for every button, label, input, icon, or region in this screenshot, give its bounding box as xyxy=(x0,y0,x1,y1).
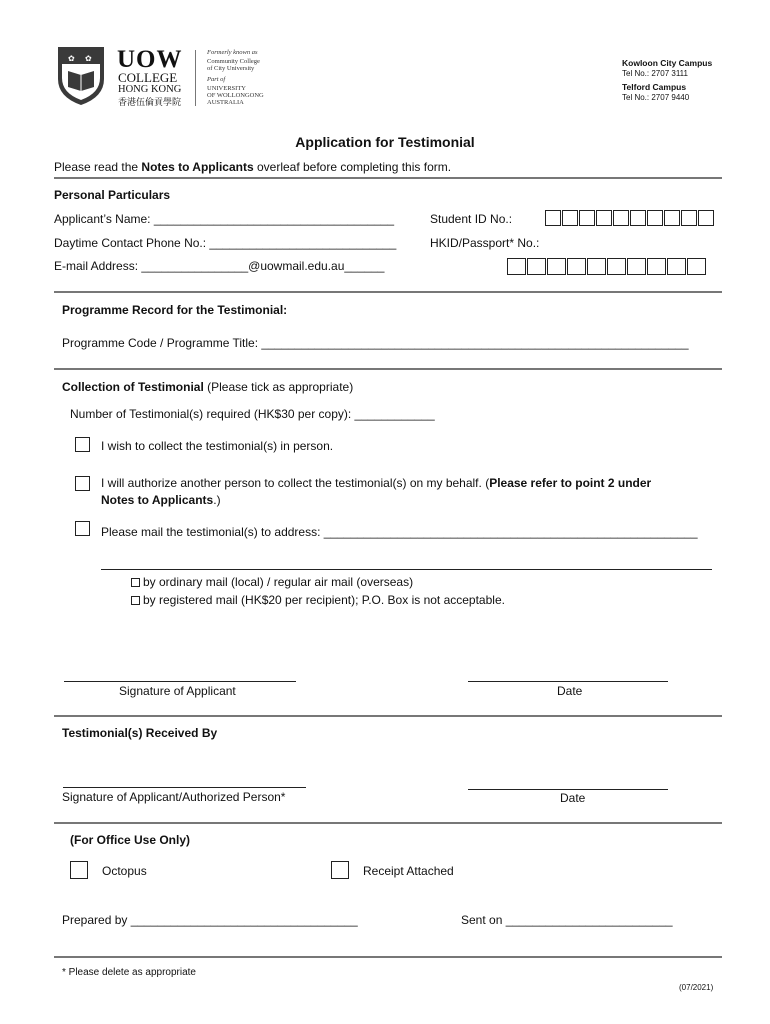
authorized-signature-label: Signature of Applicant/Authorized Person* xyxy=(62,790,286,804)
svg-text:✿: ✿ xyxy=(68,54,75,63)
authorize-person-label-2: Notes to Applicants.) xyxy=(101,493,221,507)
received-date-line[interactable] xyxy=(468,789,668,790)
collect-in-person-label: I wish to collect the testimonial(s) in person. xyxy=(101,439,334,453)
received-date-label: Date xyxy=(560,791,586,805)
campus-tel: Tel No.: 2707 3111 xyxy=(622,69,688,78)
octopus-checkbox[interactable] xyxy=(70,861,88,879)
logo-uni-3: AUSTRALIA xyxy=(207,99,244,106)
logo-uow-text: UOW xyxy=(117,46,183,73)
authorize-person-checkbox[interactable] xyxy=(75,476,90,491)
authorize-person-label: I will authorize another person to collect the testimonial(s) on my behalf. (Please refer to point 2 under xyxy=(101,476,652,490)
logo-college-text: COLLEGE xyxy=(118,70,178,85)
octopus-label: Octopus xyxy=(102,864,147,878)
sent-on-field[interactable]: Sent on _________________________ xyxy=(461,913,673,927)
section-divider xyxy=(54,177,722,179)
logo-formerly: Formerly known as xyxy=(207,49,258,56)
office-use-heading: (For Office Use Only) xyxy=(70,833,191,847)
college-crest-logo xyxy=(56,45,106,107)
form-version: (07/2021) xyxy=(679,983,714,992)
form-title: Application for Testimonial xyxy=(295,134,475,150)
campus-kowloon xyxy=(622,58,712,79)
hkid-boxes[interactable] xyxy=(507,258,707,275)
applicant-signature-line[interactable] xyxy=(64,681,296,682)
student-id-label: Student ID No.: xyxy=(430,212,513,226)
campus-name: Kowloon City Campus xyxy=(622,58,713,68)
campus-tel: Tel No.: 2707 9440 xyxy=(622,93,690,102)
logo-uni-1: UNIVERSITY xyxy=(207,85,246,92)
intro-text: Please read the Notes to Applicants overleaf before completing this form. xyxy=(54,160,452,174)
logo-formerly-name-2: of City University xyxy=(207,65,255,72)
student-id-boxes[interactable] xyxy=(545,210,715,226)
section-divider xyxy=(54,822,722,824)
logo-formerly-name-1: Community College xyxy=(207,58,260,65)
applicant-name-field[interactable]: Applicant’s Name: ____________________________________ xyxy=(54,212,395,226)
section-divider xyxy=(54,291,722,293)
collection-heading: Collection of Testimonial (Please tick as appropriate) xyxy=(62,380,354,394)
authorized-signature-line[interactable] xyxy=(63,787,306,788)
ordinary-mail-option[interactable]: by ordinary mail (local) / regular air mail (overseas) xyxy=(131,575,413,589)
applicant-signature-label: Signature of Applicant xyxy=(119,684,236,698)
mail-address-line-2[interactable] xyxy=(101,569,712,570)
logo-uni-2: OF WOLLONGONG xyxy=(207,92,264,99)
hkid-label: HKID/Passport* No.: xyxy=(430,236,540,250)
receipt-attached-label: Receipt Attached xyxy=(363,864,454,878)
logo-hongkong-text: HONG KONG xyxy=(118,84,182,95)
programme-code-field[interactable]: Programme Code / Programme Title: ________________________________________________________________ xyxy=(62,336,689,350)
registered-mail-option[interactable]: by registered mail (HK$20 per recipient); P.O. Box is not acceptable. xyxy=(131,593,505,607)
ordinary-mail-checkbox[interactable] xyxy=(131,578,140,587)
received-heading: Testimonial(s) Received By xyxy=(62,726,218,740)
email-field[interactable]: E-mail Address: ________________@uowmail.edu.au______ xyxy=(54,259,385,273)
mail-address-field[interactable]: Please mail the testimonial(s) to address: ________________________________________________________ xyxy=(101,525,698,539)
registered-mail-checkbox[interactable] xyxy=(131,596,140,605)
logo-divider xyxy=(195,50,196,106)
footnote: * Please delete as appropriate xyxy=(62,967,196,978)
date-line[interactable] xyxy=(468,681,668,682)
date-label: Date xyxy=(557,684,583,698)
svg-text:✿: ✿ xyxy=(85,54,92,63)
collect-in-person-checkbox[interactable] xyxy=(75,437,90,452)
campus-telford xyxy=(622,82,689,103)
programme-heading: Programme Record for the Testimonial: xyxy=(62,303,288,317)
personal-heading: Personal Particulars xyxy=(54,188,171,202)
section-divider xyxy=(54,715,722,717)
prepared-by-field[interactable]: Prepared by __________________________________ xyxy=(62,913,358,927)
number-required-field[interactable]: Number of Testimonial(s) required (HK$30 per copy): ____________ xyxy=(70,407,435,421)
section-divider xyxy=(54,368,722,370)
section-divider xyxy=(54,956,722,958)
logo-part-of: Part of xyxy=(207,76,226,83)
receipt-attached-checkbox[interactable] xyxy=(331,861,349,879)
mail-checkbox[interactable] xyxy=(75,521,90,536)
campus-name: Telford Campus xyxy=(622,82,687,92)
logo-chinese-text: 香港伍倫貢學院 xyxy=(118,97,182,107)
phone-field[interactable]: Daytime Contact Phone No.: ____________________________ xyxy=(54,236,397,250)
